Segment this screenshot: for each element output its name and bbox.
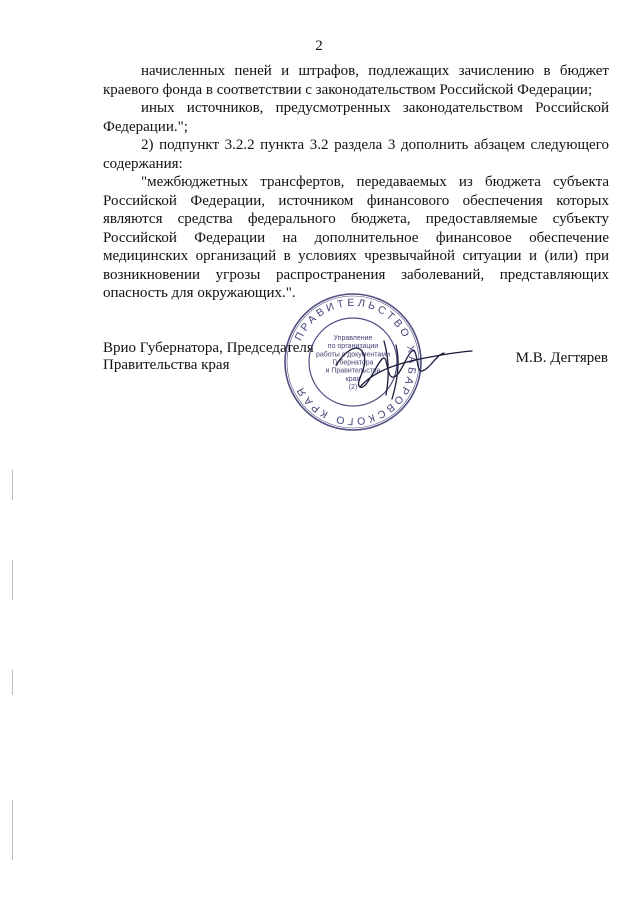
seal-center-line: (2) (348, 384, 358, 392)
paragraph-transfers: "межбюджетных трансфертов, передаваемых из бюджета субъекта Российской Федерации, источником финансового обеспечения которых являются средства федерального бюджета, предоставляемые субъекту Российской Федерации на дополнительное финансовое обеспечение медицинских организаций в условиях чрезвычайной ситуации и (или) при возникновении угрозы распространения заболеваний, представляющих опасность для окружающих.". (103, 174, 609, 301)
signatory-title-line2: Правительства края (103, 357, 230, 373)
seal-center-line: и Правительства (325, 367, 381, 375)
handwritten-signature (327, 325, 475, 405)
seal-ring-text: ПРАВИТЕЛЬСТВО ХАБАРОВСКОГО КРАЯ (292, 296, 419, 428)
paragraph-other-sources: иных источников, предусмотренных законодательством Российской Федерации."; (103, 100, 609, 135)
seal-center-line: края (345, 375, 361, 383)
signatory-name: М.В. Дегтярев (515, 350, 608, 366)
paragraph-fines: начисленных пеней и штрафов, подлежащих зачислению в бюджет краевого фонда в соответствии с законодательством Российской Федерации; (103, 63, 609, 98)
page-number: 2 (315, 38, 323, 54)
seal-center-line: по организации (327, 343, 379, 351)
seal-center-line: Управление (333, 334, 373, 342)
scan-edge-marks (12, 470, 16, 890)
document-body (103, 62, 609, 303)
seal-center-line: работы с документами (315, 351, 391, 359)
seal-center-line: Губернатора (332, 359, 374, 367)
paragraph-amendment: 2) подпункт 3.2.2 пункта 3.2 раздела 3 дополнить абзацем следующего содержания: (103, 137, 609, 172)
signatory-title-line1: Врио Губернатора, Председателя (103, 340, 314, 356)
